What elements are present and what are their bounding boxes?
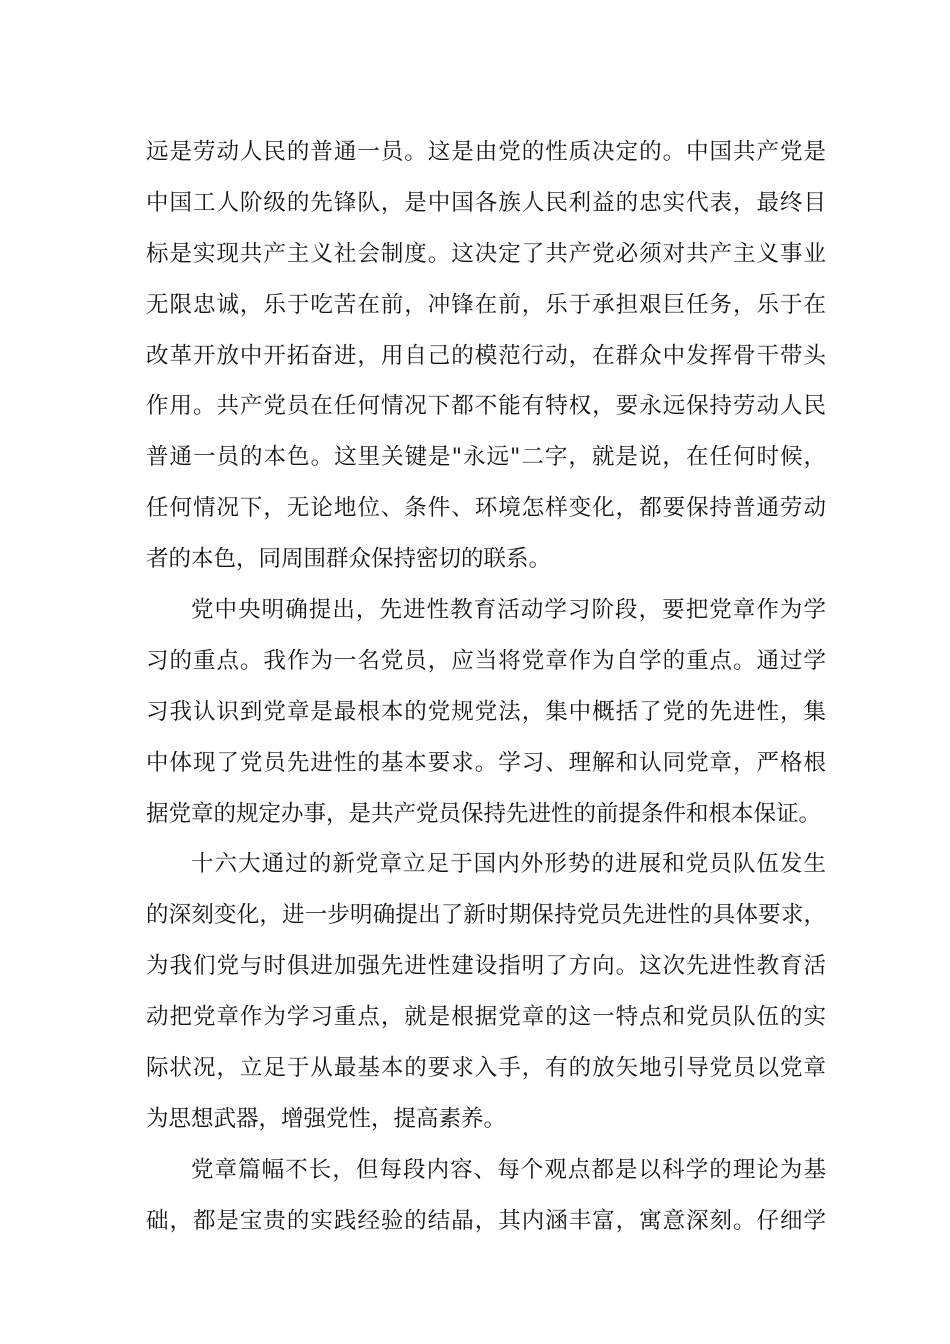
text-line: 党中央明确提出，先进性教育活动学习阶段，要把党章作为学	[191, 597, 826, 624]
text-line: 远是劳动人民的普通一员。这是由党的性质决定的。中国共产党是	[146, 139, 826, 165]
text-line: 习我认识到党章是最根本的党规党法，集中概括了党的先进性，集	[146, 698, 826, 725]
text-line: 者的本色，同周围群众保持密切的联系。	[146, 546, 552, 573]
paragraph-2	[146, 585, 826, 839]
paragraph-3	[146, 839, 826, 1144]
text-line: 普通一员的本色。这里关键是"永远"二字，就是说，在任何时候，	[146, 444, 826, 471]
text-line: 中国工人阶级的先锋队，是中国各族人民利益的忠实代表，最终目	[146, 189, 826, 216]
text-line: 作用。共产党员在任何情况下都不能有特权，要永远保持劳动人民	[146, 393, 826, 420]
text-line: 为我们党与时俱进加强先进性建设指明了方向。这次先进性教育活	[146, 953, 826, 980]
text-line: 际状况，立足于从最基本的要求入手，有的放矢地引导党员以党章	[146, 1055, 826, 1082]
paragraph-1	[146, 127, 826, 585]
text-line: 改革开放中开拓奋进，用自己的模范行动，在群众中发挥骨干带头	[146, 342, 826, 369]
text-line: 础，都是宝贵的实践经验的结晶，其内涵丰富，寓意深刻。仔细学	[146, 1207, 826, 1234]
paragraph-4	[146, 1145, 826, 1247]
text-line: 习的重点。我作为一名党员，应当将党章作为自学的重点。通过学	[146, 647, 826, 674]
text-line: 十六大通过的新党章立足于国内外形势的进展和党员队伍发生	[191, 851, 826, 878]
text-line: 动把党章作为学习重点，就是根据党章的这一特点和党员队伍的实	[146, 1004, 826, 1031]
text-line: 据党章的规定办事，是共产党员保持先进性的前提条件和根本保证。	[146, 800, 822, 827]
body-text	[146, 127, 826, 1247]
text-line: 的深刻变化，进一步明确提出了新时期保持党员先进性的具体要求，	[146, 902, 826, 929]
text-line: 党章篇幅不长，但每段内容、每个观点都是以科学的理论为基	[191, 1156, 826, 1183]
text-line: 为思想武器，增强党性，提高素养。	[146, 1105, 507, 1132]
text-line: 任何情况下，无论地位、条件、环境怎样变化，都要保持普通劳动	[146, 495, 826, 522]
text-line: 无限忠诚，乐于吃苦在前，冲锋在前，乐于承担艰巨任务，乐于在	[146, 291, 826, 318]
text-line: 标是实现共产主义社会制度。这决定了共产党必须对共产主义事业	[146, 240, 826, 267]
text-line: 中体现了党员先进性的基本要求。学习、理解和认同党章，严格根	[146, 749, 826, 776]
